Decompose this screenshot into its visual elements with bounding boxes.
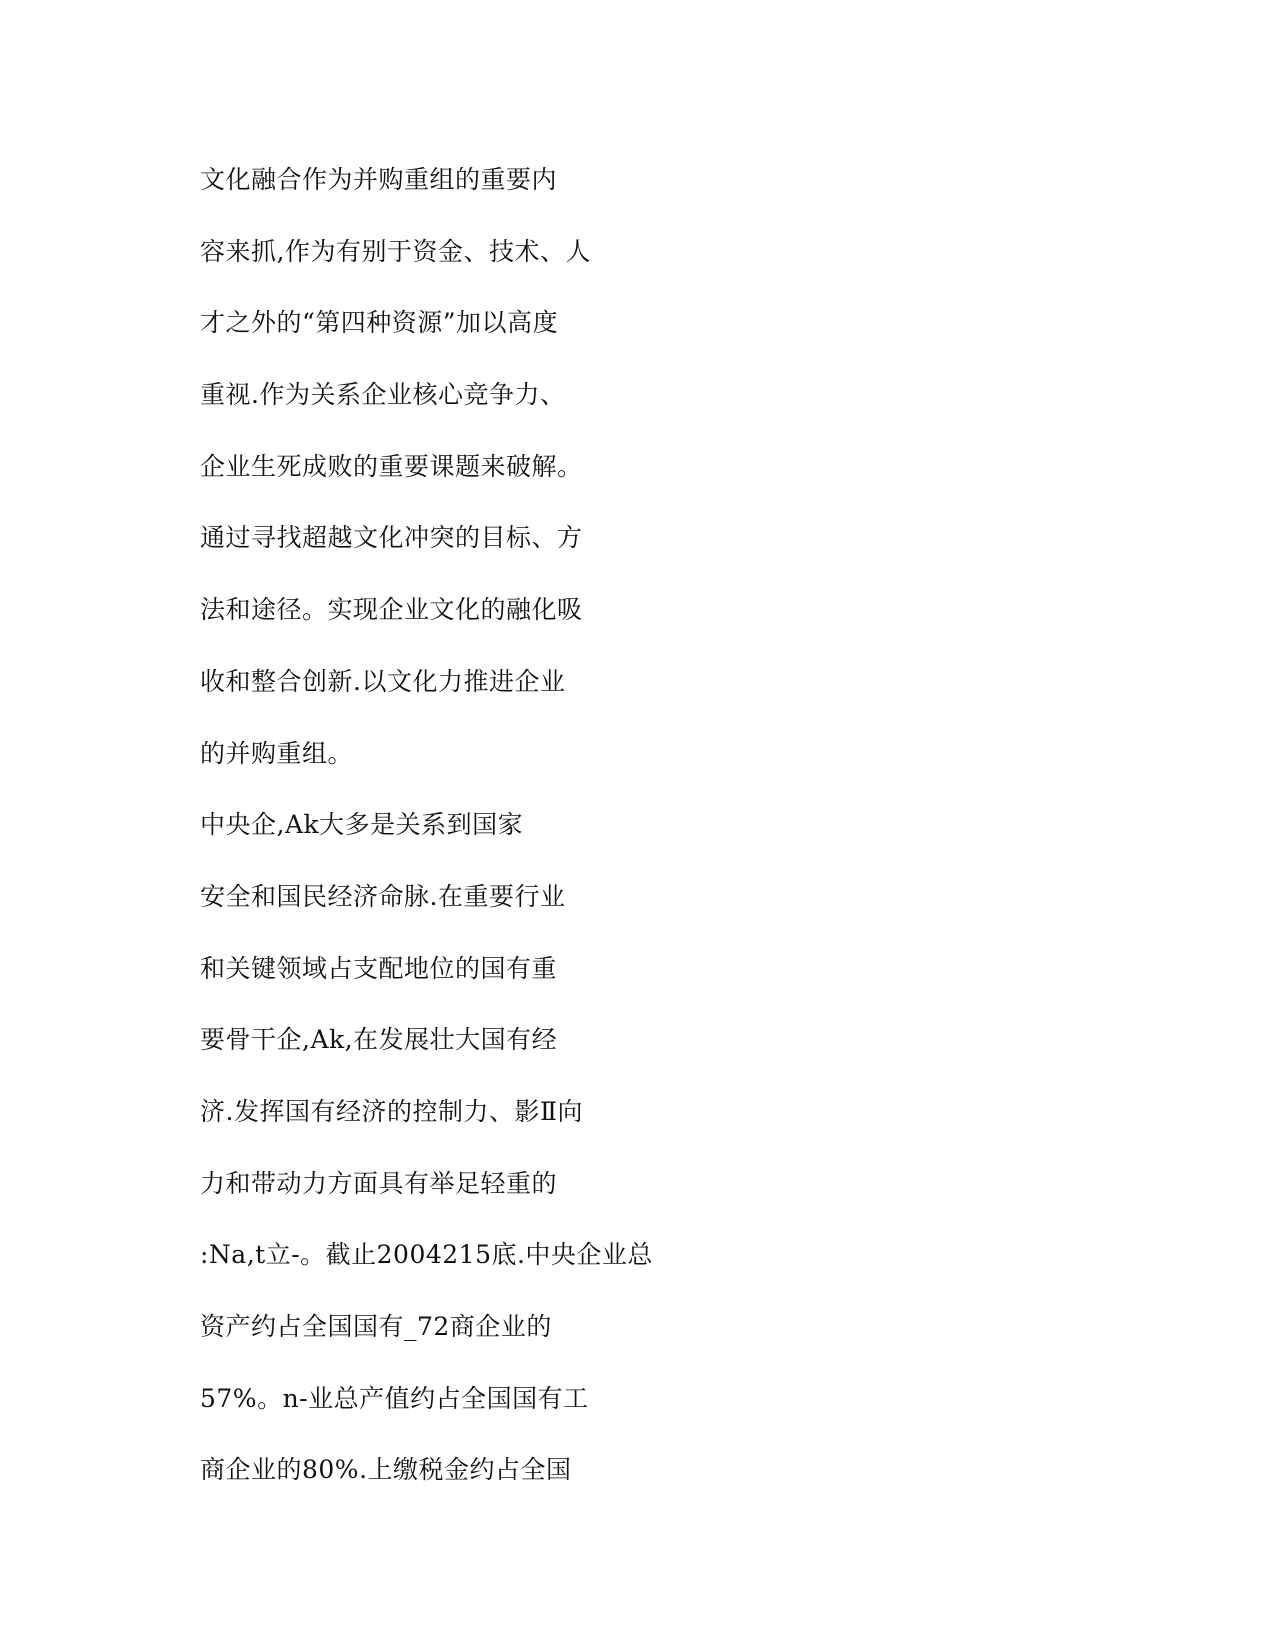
- text-line: 力和带动力方面具有举足轻重的: [200, 1168, 558, 1198]
- text-line: 资产约占全国国有_72商企业的: [200, 1312, 552, 1341]
- text-line: 济.发挥国有经济的控制力、影Ⅱ向: [200, 1096, 583, 1126]
- text-line: 收和整合创新.以文化力推进企业: [200, 666, 566, 696]
- text-line: 和关键领域占支配地位的国有重: [200, 953, 558, 983]
- text-line: 要骨干企,Ak,在发展壮大国有经: [200, 1025, 558, 1055]
- text-line: 容来抓,作为有别于资金、技术、人: [200, 236, 591, 266]
- text-line: 商企业的80%.上缴税金约占全国: [200, 1455, 572, 1485]
- text-line: 的并购重组。: [200, 738, 354, 768]
- text-line: 法和途径。实现企业文化的融化吸: [200, 595, 583, 625]
- text-line: 文化融合作为并购重组的重要内: [200, 165, 558, 194]
- text-line: 中央企,Ak大多是关系到国家: [200, 810, 524, 840]
- text-line: 企业生死成败的重要课题来破解。: [200, 451, 583, 481]
- text-line: :Na,t立-。截止2004215底.中央企业总: [200, 1240, 653, 1270]
- text-line: 才之外的“第四种资源”加以高度: [200, 308, 559, 338]
- body-text: [200, 160, 653, 1522]
- text-line: 通过寻找超越文化冲突的目标、方: [200, 523, 583, 553]
- text-line: 安全和国民经济命脉.在重要行业: [200, 881, 566, 911]
- text-line: 重视.作为关系企业核心竞争力、: [200, 380, 566, 410]
- text-line: 57%。n-业总产值约占全国国有工: [200, 1383, 589, 1413]
